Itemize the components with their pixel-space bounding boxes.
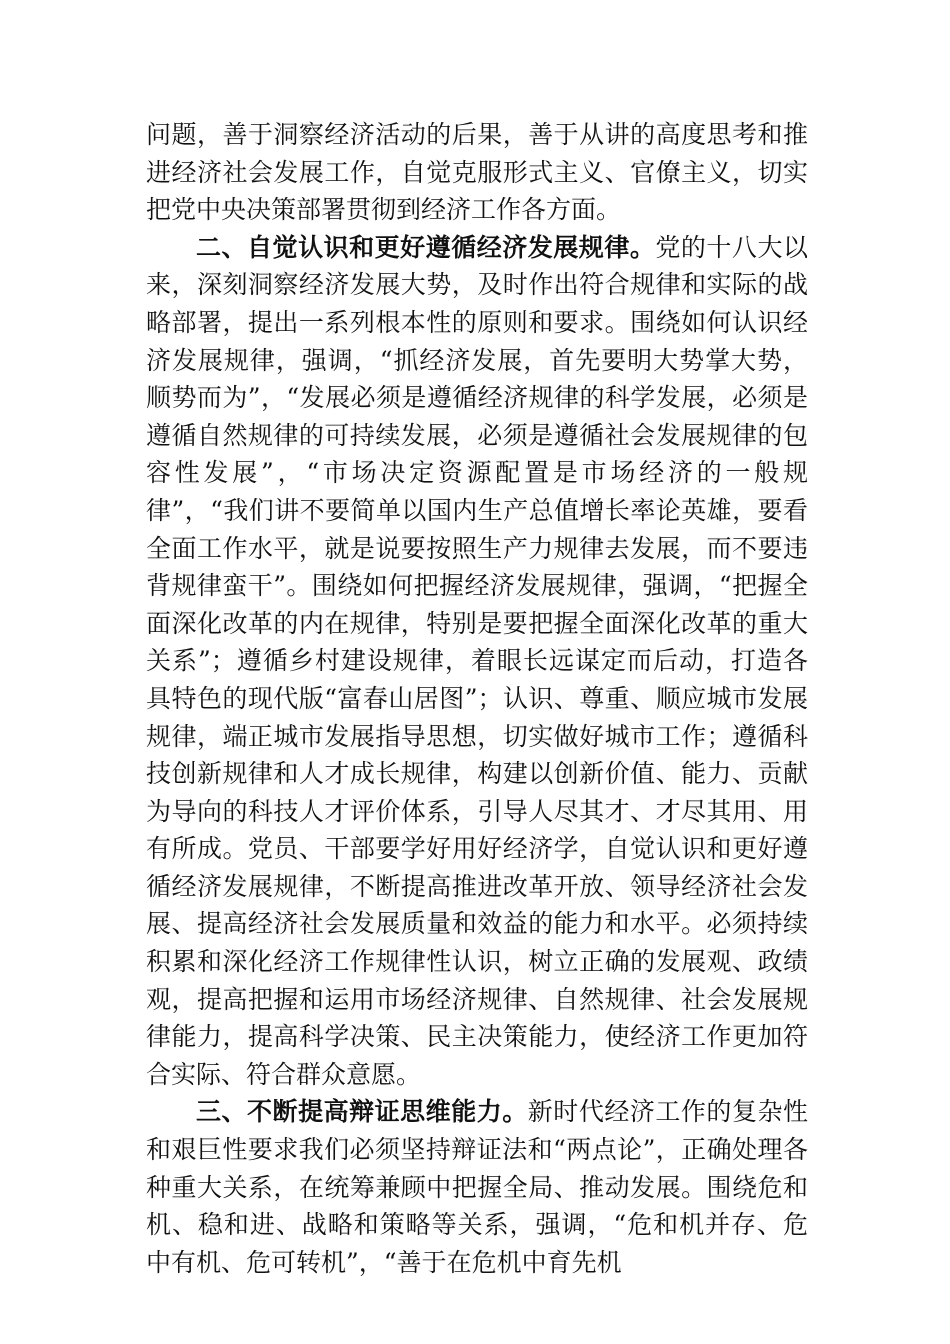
paragraph-body: 党的十八大以来，深刻洞察经济发展大势，及时作出符合规律和实际的战略部署，提出一系列根本性的原则和要求。围绕如何认识经济发展规律，强调，“抓经济发展，首先要明大势掌大势，顺势而为”，“发展必须是遵循经济规律的科学发展，必须是遵循自然规律的可持续发展，必须是遵循社会发展规律的包容性发展”，“市场决定资源配置是市场经济的一般规律”，“我们讲不要简单以国内生产总值增长率论英雄，要看全面工作水平，就是说要按照生产力规律去发展，而不要违背规律蛮干”。围绕如何把握经济发展规律，强调，“把握全面深化改革的内在规律，特别是要把握全面深化改革的重大关系”；遵循乡村建设规律，着眼长远谋定而后动，打造各具特色的现代版“富春山居图”；认识、尊重、顺应城市发展规律，端正城市发展指导思想，切实做好城市工作；遵循科技创新规律和人才成长规律，构建以创新价值、能力、贡献为导向的科技人才评价体系，引导人尽其才、才尽其用、用有所成。党员、干部要学好用好经济学，自觉认识和更好遵循经济发展规律，不断提高推进改革开放、领导经济社会发展、提高经济社会发展质量和效益的能力和水平。必须持续积累和深化经济工作规律性认识，树立正确的发展观、政绩观，提高把握和运用市场经济规律、自然规律、社会发展规律能力，提高科学决策、民主决策能力，使经济工作更加符合实际、符合群众意愿。 <box>146 232 808 1089</box>
paragraph-section-2 <box>146 229 808 1094</box>
section-heading: 三、不断提高辩证思维能力。 <box>196 1097 528 1127</box>
section-heading: 二、自觉认识和更好遵循经济发展规律。 <box>196 232 656 262</box>
document-page <box>146 116 808 1281</box>
paragraph-continuation <box>146 116 808 229</box>
paragraph-body: 问题，善于洞察经济活动的后果，善于从讲的高度思考和推进经济社会发展工作，自觉克服形式主义、官僚主义，切实把党中央决策部署贯彻到经济工作各方面。 <box>146 120 808 225</box>
paragraph-body: 新时代经济工作的复杂性和艰巨性要求我们必须坚持辩证法和“两点论”，正确处理各种重大关系，在统筹兼顾中把握全局、推动发展。围绕危和机、稳和进、战略和策略等关系，强调，“危和机并存、危中有机、危可转机”，“善于在危机中育先机 <box>146 1097 808 1277</box>
paragraph-section-3 <box>146 1093 808 1281</box>
